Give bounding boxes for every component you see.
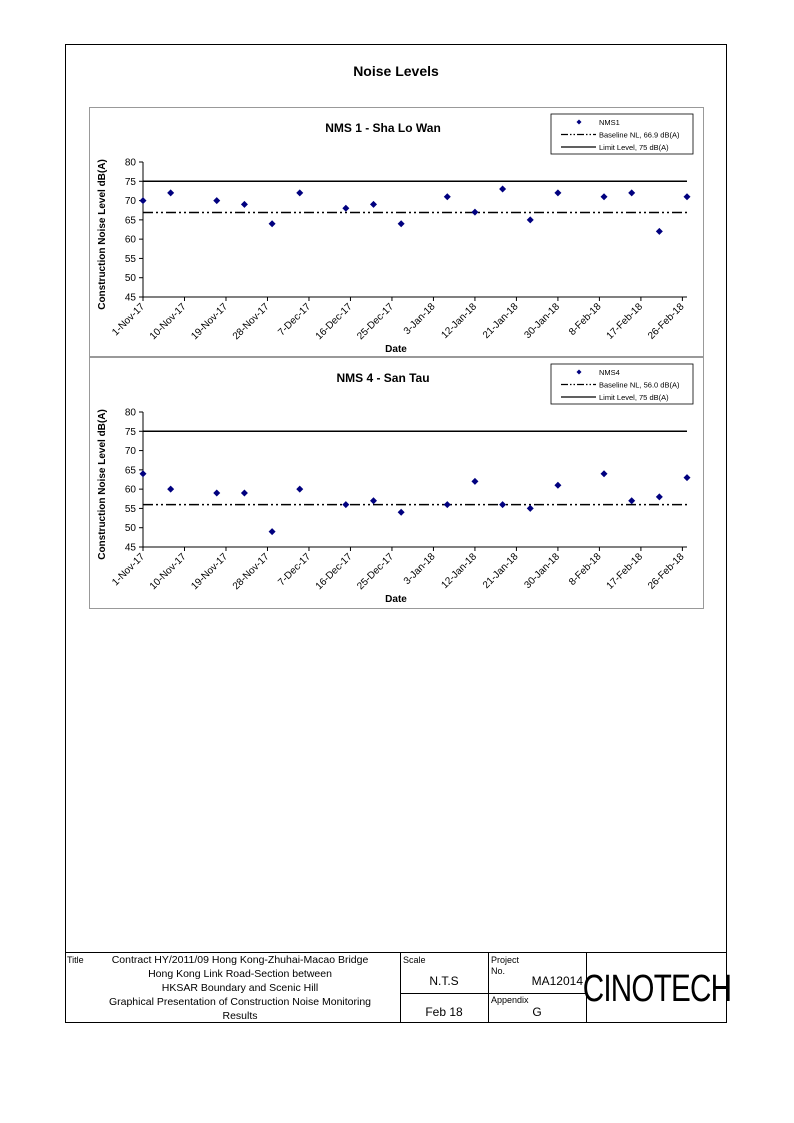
y-tick-label: 75 [124,176,136,188]
x-tick-label: 17-Feb-18 [604,551,646,592]
legend [551,364,693,404]
legend-entry: Baseline NL, 56.0 dB(A) [599,380,680,390]
x-tick-label: 10-Nov-17 [147,301,189,343]
y-tick-label: 70 [124,446,136,458]
x-tick-label: 26-Feb-18 [646,301,687,342]
legend [551,114,693,154]
x-tick-label: 3-Jan-18 [401,301,438,338]
y-tick-label: 65 [124,215,136,227]
y-tick-label: 50 [124,523,136,535]
data-point [628,189,635,196]
data-point [444,501,451,508]
y-tick-label: 80 [124,407,136,419]
project-no-label: No. [491,966,506,976]
x-axis-label: Date [385,594,407,605]
x-tick-label: 25-Dec-17 [355,551,397,593]
data-point [140,197,147,204]
x-tick-label: 28-Nov-17 [230,551,272,593]
x-tick-label: 8-Feb-18 [567,301,604,338]
data-point [342,205,349,212]
legend-entry: Limit Level, 75 dB(A) [599,143,669,152]
date-value: Feb 18 [425,1005,463,1019]
x-tick-label: 30-Jan-18 [522,551,563,591]
data-point [398,509,405,516]
chart-nms4-panel [89,357,704,609]
data-point [499,501,506,508]
data-point [444,193,451,200]
data-point [398,220,405,227]
x-tick-label: 1-Nov-17 [110,301,148,339]
data-point [471,478,478,485]
data-point [628,497,635,504]
data-point [213,490,220,497]
data-point [684,193,691,200]
title-line-5: Results [222,1010,258,1022]
y-tick-label: 50 [124,273,136,285]
data-point [269,220,276,227]
page-title: Noise Levels [353,63,439,79]
data-point [684,474,691,481]
y-tick-label: 45 [124,542,136,554]
chart-nms1 [90,108,705,358]
y-tick-label: 75 [124,426,136,438]
x-tick-label: 10-Nov-17 [147,551,189,593]
project-label: Project [491,955,520,965]
data-point [269,528,276,535]
x-tick-label: 17-Feb-18 [604,301,646,342]
x-tick-label: 19-Nov-17 [189,551,231,593]
x-tick-label: 19-Nov-17 [189,301,231,343]
chart-title: NMS 4 - San Tau [336,371,430,385]
data-point [601,470,608,477]
x-tick-label: 21-Jan-18 [480,551,521,591]
data-point [296,189,303,196]
x-tick-label: 21-Jan-18 [480,301,521,341]
data-point [342,501,349,508]
x-tick-label: 16-Dec-17 [313,551,355,593]
data-point [499,186,506,193]
data-point [471,209,478,216]
y-tick-label: 65 [124,465,136,477]
scale-label: Scale [403,955,426,965]
y-tick-label: 45 [124,292,136,304]
legend-entry: NMS1 [599,118,620,127]
y-tick-label: 60 [124,484,136,496]
title-line-3: HKSAR Boundary and Scenic Hill [161,982,319,994]
legend-entry: Limit Level, 75 dB(A) [599,393,669,402]
y-tick-label: 70 [124,196,136,208]
x-axis-label: Date [385,344,407,355]
legend-entry: NMS4 [599,368,620,377]
title-label: Title [67,955,84,965]
appendix-label: Appendix [491,995,529,1005]
data-point [167,486,174,493]
x-tick-label: 25-Dec-17 [355,301,397,343]
data-point [370,201,377,208]
x-tick-label: 12-Jan-18 [439,551,480,591]
data-point [241,201,248,208]
x-tick-label: 28-Nov-17 [230,301,272,343]
data-point [554,482,561,489]
y-tick-label: 80 [124,157,136,169]
x-tick-label: 12-Jan-18 [439,301,480,341]
data-point [527,505,534,512]
x-tick-label: 1-Nov-17 [110,551,148,589]
data-point [241,490,248,497]
legend-entry: Baseline NL, 66.9 dB(A) [599,130,680,140]
y-axis-label: Construction Noise Level dB(A) [97,159,108,310]
x-tick-label: 30-Jan-18 [522,301,563,341]
data-point [601,193,608,200]
title-line-1: Contract HY/2011/09 Hong Kong-Zhuhai-Macao Bridge [111,954,369,966]
data-point [554,189,561,196]
data-point [140,470,147,477]
y-tick-label: 60 [124,234,136,246]
title-line-2: Hong Kong Link Road-Section between [148,968,332,980]
data-point [527,216,534,223]
chart-nms1-panel [89,107,704,357]
title-line-4: Graphical Presentation of Construction Noise Monitoring [108,996,372,1008]
data-point [167,189,174,196]
y-tick-label: 55 [124,253,136,265]
y-tick-label: 55 [124,503,136,515]
x-tick-label: 8-Feb-18 [567,551,604,588]
project-number: MA12014 [531,974,583,988]
data-point [213,197,220,204]
data-point [296,486,303,493]
company-logo: CINOTECH [582,967,732,1010]
title-description [90,953,390,1023]
y-axis-label: Construction Noise Level dB(A) [97,409,108,560]
x-tick-label: 7-Dec-17 [276,551,314,589]
title-block [65,952,732,1023]
x-tick-label: 26-Feb-18 [646,551,687,592]
x-tick-label: 16-Dec-17 [313,301,355,343]
data-point [370,497,377,504]
data-point [656,228,663,235]
scale-value: N.T.S [429,974,459,988]
data-point [656,493,663,500]
x-tick-label: 7-Dec-17 [276,301,314,339]
chart-nms4 [90,358,705,610]
x-tick-label: 3-Jan-18 [401,551,438,588]
chart-title: NMS 1 - Sha Lo Wan [325,121,441,135]
appendix-value: G [532,1005,542,1019]
